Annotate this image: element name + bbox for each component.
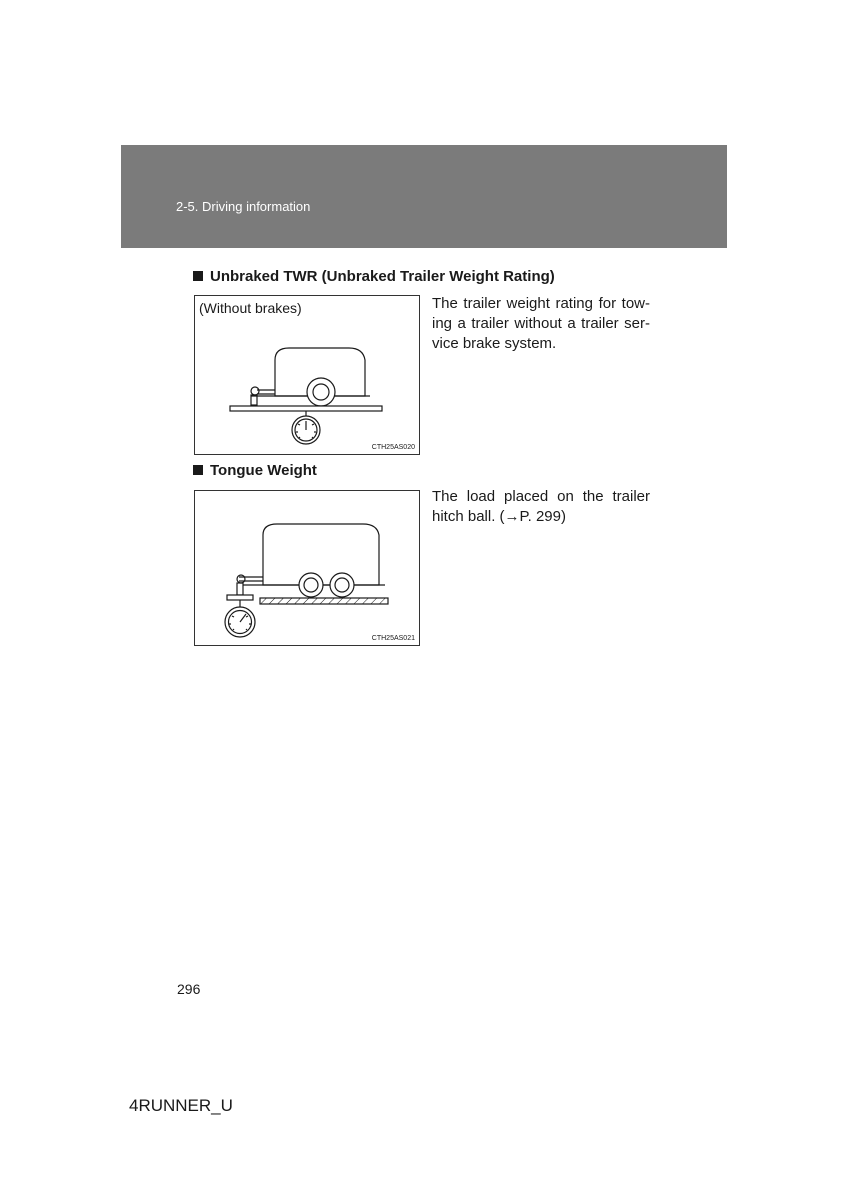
description-tongue-weight: [432, 487, 650, 527]
description-line: The load placed on the trailer: [432, 488, 650, 505]
heading-text: Tongue Weight: [210, 462, 317, 479]
description-line: ing a trailer without a trailer ser-: [432, 315, 650, 332]
heading-unbraked-twr: [193, 268, 555, 285]
tongue-weight-illustration: [195, 491, 419, 645]
figure-code: CTH25AS020: [371, 444, 415, 451]
square-bullet-icon: [193, 465, 203, 475]
page-number: 296: [177, 981, 201, 997]
figure-code: CTH25AS021: [371, 635, 415, 642]
heading-text: Unbraked TWR (Unbraked Trailer Weight Rating): [210, 268, 555, 285]
description-line: The trailer weight rating for tow-: [432, 295, 650, 312]
document-id: 4RUNNER_U: [129, 1096, 233, 1115]
header-band: [121, 145, 727, 248]
section-title: 2-5. Driving information: [176, 199, 311, 214]
figure-caption: (Without brakes): [199, 300, 302, 316]
figure-unbraked-trailer: [194, 295, 420, 455]
square-bullet-icon: [193, 271, 203, 281]
figure-tongue-weight: [194, 490, 420, 646]
trailer-on-scale-illustration: [195, 296, 419, 454]
description-line: vice brake system.: [432, 335, 557, 352]
heading-tongue-weight: [193, 462, 317, 479]
description-unbraked-twr: [432, 294, 650, 354]
description-line: hitch ball. (→P. 299): [432, 508, 566, 525]
